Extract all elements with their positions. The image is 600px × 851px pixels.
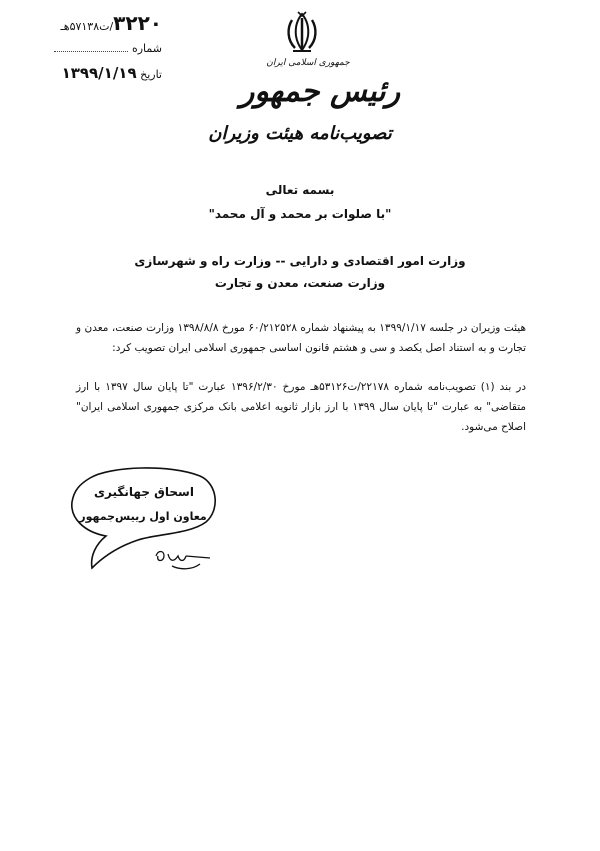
signature-scribble — [156, 552, 210, 569]
reference-number-dots — [54, 41, 128, 52]
salawat: "با صلوات بر محمد و آل محمد" — [208, 207, 392, 221]
reference-number-main: ۳۲۲۰ — [113, 11, 162, 35]
recipients-line-2: وزارت صنعت، معدن و تجارت — [214, 276, 386, 290]
reference-date-label: تاریخ — [140, 68, 162, 81]
decree-paragraph-1: هیئت وزیران در جلسه ۱۳۹۹/۱/۱۷ به پیشنهاد شماره ۶۰/۲۱۲۵۲۸ مورخ ۱۳۹۸/۸/۸ وزارت صنعت، معدن و تجارت و به استناد اصل یکصد و سی و هشتم قانون اساسی جمهوری اسلامی ایران تصویب کرد: — [76, 322, 527, 354]
header-cabinet-decree: تصویب‌نامه هیئت وزیران — [208, 123, 392, 144]
reference-number-suffix: /ت۵۷۱۳۸هـ — [60, 20, 114, 33]
reference-number-label: شماره — [131, 42, 162, 55]
reference-number — [32, 11, 162, 35]
iran-emblem-icon — [283, 10, 321, 54]
reference-number-row — [32, 40, 162, 58]
signature-stamp — [60, 458, 240, 588]
decree-paragraph-2: در بند (۱) تصویب‌نامه شماره ۲۲۱۷۸/ت۵۳۱۲۶هـ مورخ ۱۳۹۶/۲/۳۰ عبارت "تا پایان سال ۱۳۹۷ با ارز متقاضی" به عبارت "تا پایان سال ۱۳۹۹ با ارز بازار ثانویه اعلامی بانک مرکزی جمهوری اسلامی ایران" اصلاح می‌شود. — [76, 381, 527, 433]
header-country-name: جمهوری اسلامی ایران — [266, 58, 350, 68]
reference-date-value: ۱۳۹۹/۱/۱۹ — [61, 64, 137, 82]
signatory-name: اسحاق جهانگیری — [94, 485, 194, 499]
basmala: بسمه تعالی — [265, 183, 335, 197]
signatory-title: معاون اول رییس‌جمهور — [79, 510, 207, 523]
header-president-title: رئیس جمهور — [239, 74, 401, 109]
recipients-line-1: وزارت امور اقتصادی و دارایی -- وزارت راه و شهرسازی — [134, 254, 466, 268]
